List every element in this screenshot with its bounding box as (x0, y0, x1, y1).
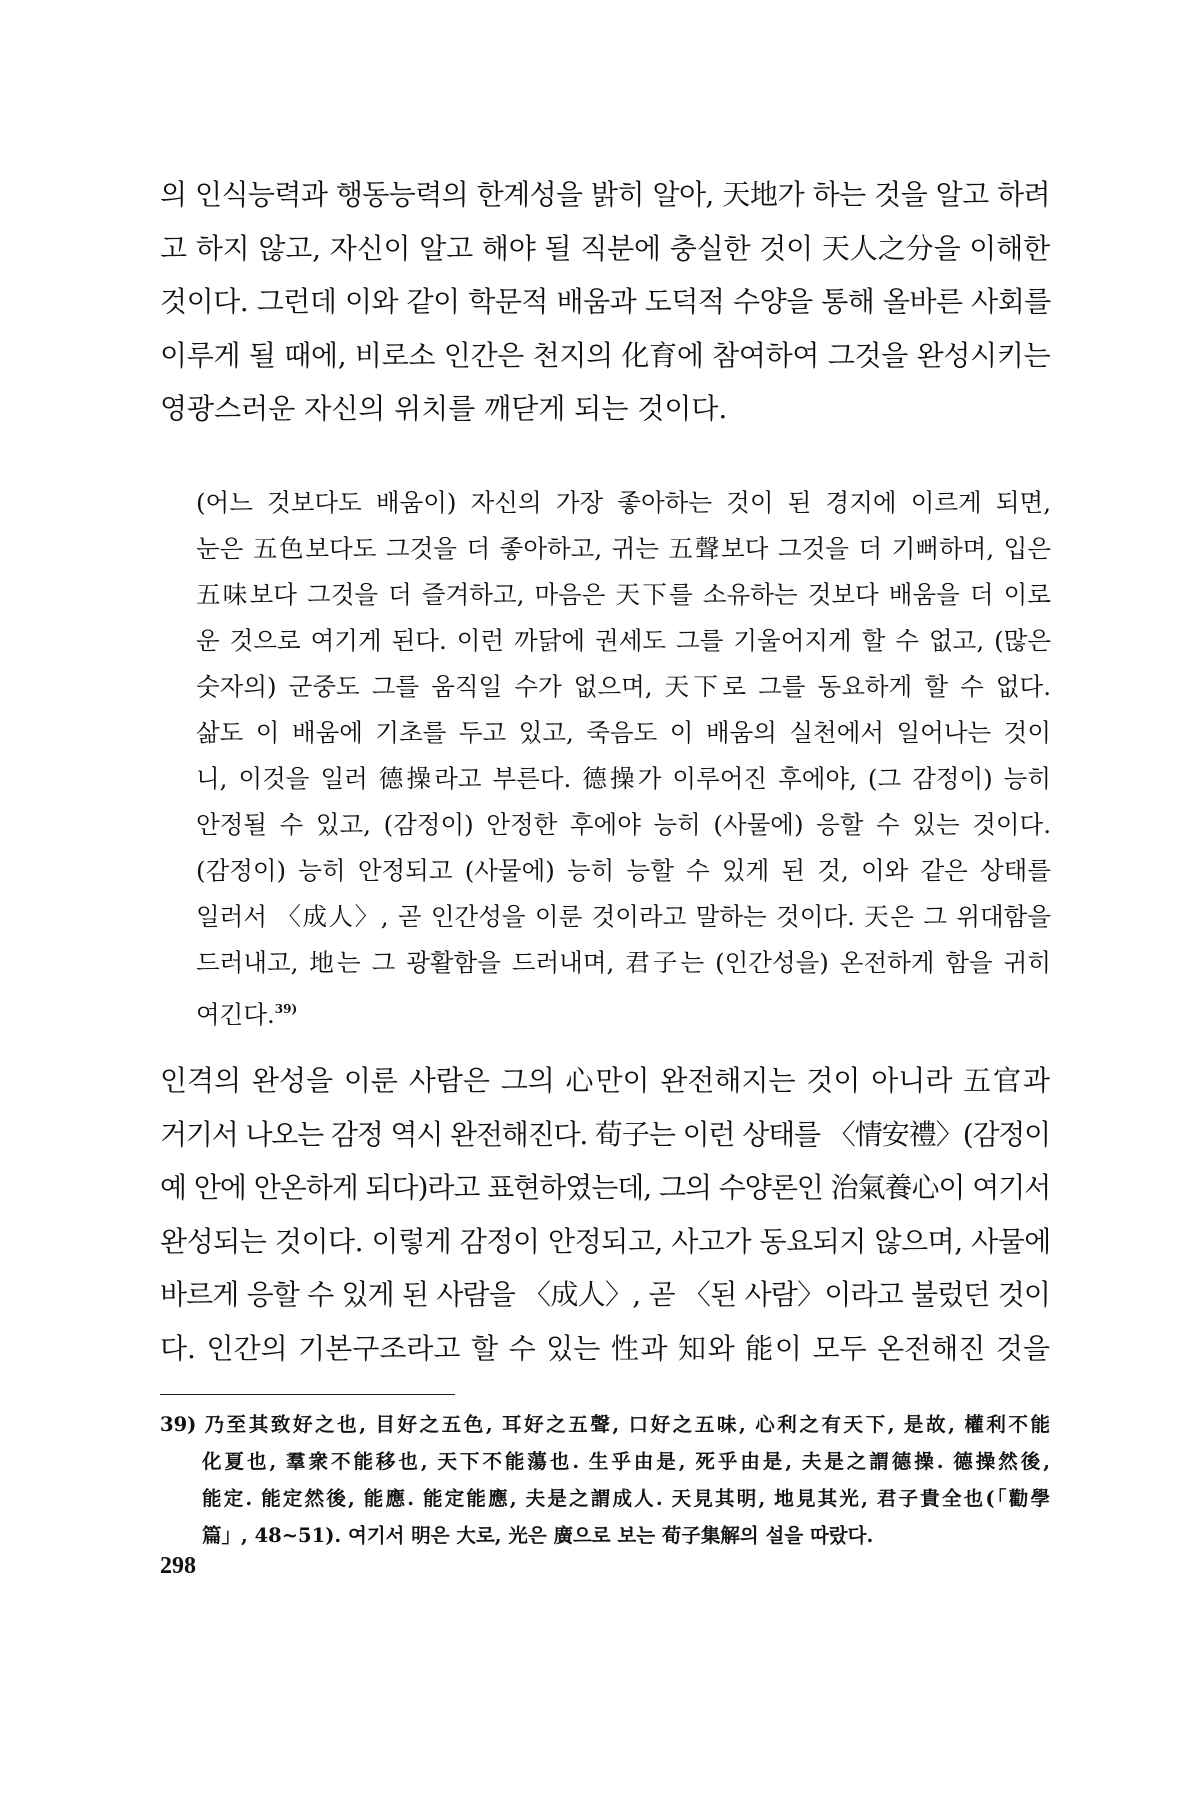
text-line: 다. 인간의 기본구조라고 할 수 있는 性과 知와 能이 모두 온전해진 것을 (160, 1331, 1050, 1365)
text-line: 완성되는 것이다. 이렇게 감정이 안정되고, 사고가 동요되지 않으며, 사물에 (160, 1224, 1051, 1258)
quote-line: 드러내고, 地는 그 광활함을 드러내며, 君子는 (인간성을) 온전하게 함을 귀히 (196, 948, 1051, 977)
quote-block (196, 480, 1051, 1038)
quote-line: (어느 것보다도 배움이) 자신의 가장 좋아하는 것이 된 경지에 이르게 되면, (196, 488, 1051, 517)
footnote-divider (160, 1394, 455, 1395)
quote-line: 五味보다 그것을 더 즐겨하고, 마음은 天下를 소유하는 것보다 배움을 더 이로 (196, 580, 1051, 609)
quote-line: 일러서 〈成人〉, 곧 인간성을 이룬 것이라고 말하는 것이다. 天은 그 위대함을 (196, 902, 1051, 931)
footnote-line (160, 1406, 1050, 1443)
quote-line: 운 것으로 여기게 된다. 이런 까닭에 권세도 그를 기울어지게 할 수 없고, (많은 (196, 626, 1051, 655)
quote-line: (감정이) 능히 안정되고 (사물에) 능히 능할 수 있게 된 것, 이와 같은 상태를 (196, 856, 1051, 885)
body-paragraph-1 (160, 168, 1050, 436)
footnote-line: 能定. 能定然後, 能應. 能定能應, 夫是之謂成人. 天見其明, 地見其光, 君子貴全也(「勸學 (202, 1487, 1050, 1510)
quote-line-last (196, 986, 1051, 1038)
text-line: 이루게 될 때에, 비로소 인간은 천지의 化育에 참여하여 그것을 완성시키는 (160, 338, 1051, 372)
quote-line: 안정될 수 있고, (감정이) 안정한 후에야 능히 (사물에) 응할 수 있는 것이다. (196, 810, 1051, 839)
quote-line: 눈은 五色보다도 그것을 더 좋아하고, 귀는 五聲보다 그것을 더 기뻐하며, 입은 (196, 534, 1051, 563)
body-paragraph-2 (160, 1054, 1050, 1375)
footnote-line: 篇」, 48~51). 여기서 明은 大로, 光은 廣으로 보는 荀子集解의 설을 따랐다. (202, 1524, 874, 1547)
text-line: 고 하지 않고, 자신이 알고 해야 될 직분에 충실한 것이 天人之分을 이해한 (160, 231, 1050, 265)
footnote (160, 1406, 1050, 1554)
page-number: 298 (160, 1553, 196, 1579)
footnote-number: 39) (160, 1413, 197, 1436)
quote-line: 삶도 이 배움에 기초를 두고 있고, 죽음도 이 배움의 실천에서 일어나는 것이 (196, 718, 1051, 747)
quote-line: 숫자의) 군중도 그를 움직일 수가 없으며, 天下로 그를 동요하게 할 수 없다. (196, 672, 1051, 701)
text-line: 바르게 응할 수 있게 된 사람을 〈成人〉, 곧 〈된 사람〉이라고 불렀던 것이 (160, 1278, 1050, 1311)
quote-line: 니, 이것을 일러 德操라고 부른다. 德操가 이루어진 후에야, (그 감정이) 능히 (196, 764, 1051, 793)
text-line: 예 안에 안온하게 되다)라고 표현하였는데, 그의 수양론인 治氣養心이 여기서 (160, 1171, 1051, 1204)
text-line: 영광스러운 자신의 위치를 깨닫게 되는 것이다. (160, 392, 728, 425)
footnote-line: 化夏也, 羣衆不能移也, 天下不能蕩也. 生乎由是, 死乎由是, 夫是之謂德操. 德操然後, (202, 1450, 1050, 1473)
text-line: 것이다. 그런데 이와 같이 학문적 배움과 도덕적 수양을 통해 올바른 사회를 (160, 285, 1051, 318)
text-line: 거기서 나오는 감정 역시 완전해진다. 荀子는 이런 상태를 〈情安禮〉(감정이 (160, 1117, 1050, 1151)
footnote-text: 乃至其致好之也, 目好之五色, 耳好之五聲, 口好之五味, 心利之有天下, 是故, 權利不能 (202, 1413, 1050, 1436)
text-line: 의 인식능력과 행동능력의 한계성을 밝히 알아, 天地가 하는 것을 알고 하려 (160, 178, 1050, 211)
footnote-reference[interactable]: 39) (274, 1002, 298, 1016)
quote-line-text: 여긴다. (196, 1000, 275, 1029)
text-line: 인격의 완성을 이룬 사람은 그의 心만이 완전해지는 것이 아니라 五官과 (160, 1064, 1050, 1097)
